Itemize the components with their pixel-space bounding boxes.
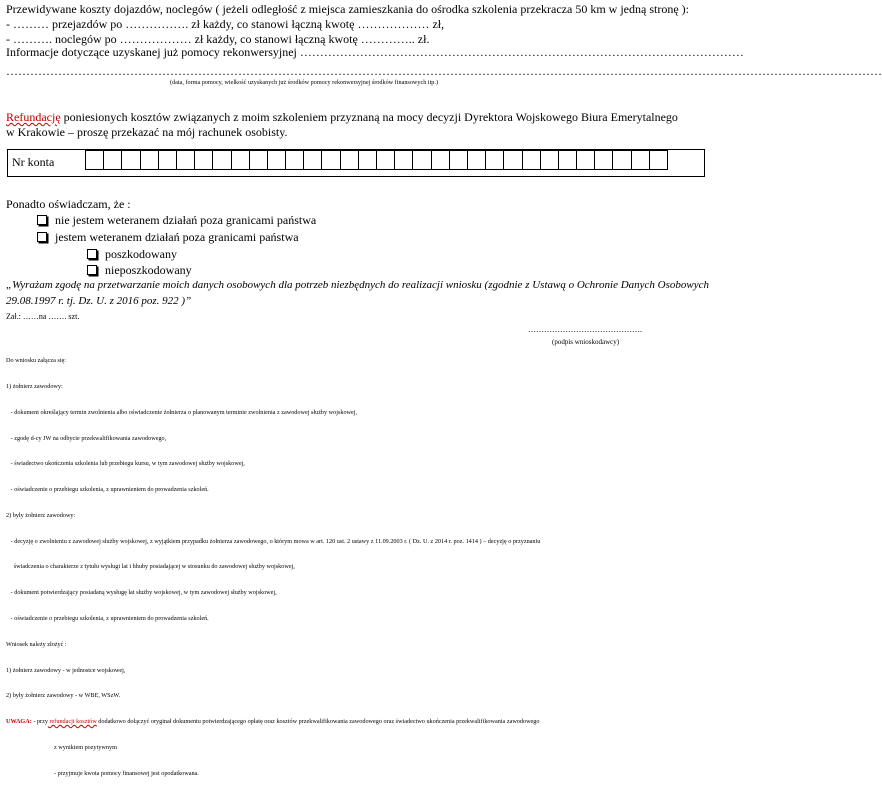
signature-dots[interactable]: ……………………………………. xyxy=(528,325,642,334)
option-not-injured[interactable] xyxy=(87,263,192,277)
attachments-line[interactable]: Zał.: ……na ……. szt. xyxy=(6,312,80,321)
account-digit-box[interactable] xyxy=(249,150,268,170)
option-injured-label: poszkodowany xyxy=(105,247,177,261)
signature-label: (podpis wnioskodawcy) xyxy=(552,338,620,346)
account-digit-box[interactable] xyxy=(449,150,468,170)
reconversion-hint: (data, forma pomocy, wielkość uzyskanych już środków pomocy rekonwersyjnej środków finansowych itp.) xyxy=(170,79,439,86)
account-digit-box[interactable] xyxy=(303,150,322,170)
account-digit-box[interactable] xyxy=(612,150,631,170)
footer-line: Wniosek należy złożyć : xyxy=(6,640,67,648)
account-digit-box[interactable] xyxy=(394,150,413,170)
uwaga-line xyxy=(6,718,540,727)
checkbox-icon[interactable] xyxy=(87,249,97,259)
account-digit-box[interactable] xyxy=(267,150,286,170)
account-digit-box[interactable] xyxy=(121,150,140,170)
account-digit-box[interactable] xyxy=(485,150,504,170)
footer-line: świadczenia o charakterze z tytułu wysługi lat i hhuby posiadającej w stosunku do zawodowej służby wojskowej, xyxy=(6,563,295,571)
checkbox-icon[interactable] xyxy=(37,232,47,242)
uwaga-refund-text: refundacji kosztów xyxy=(47,718,97,726)
account-digit-box[interactable] xyxy=(503,150,522,170)
travel-costs-line[interactable]: - ……… przejazdów po ……………. zł każdy, co stanowi łączną kwotę ……………… zł, xyxy=(6,17,445,31)
account-digit-box[interactable] xyxy=(540,150,559,170)
account-digit-box[interactable] xyxy=(103,150,122,170)
declaration-intro: Ponadto oświadczam, że : xyxy=(6,197,131,211)
costs-intro: Przewidywane koszty dojazdów, noclegów ( jeżeli odległość z miejsca zamieszkania do ośrodka szkolenia przekracza 50 km w jedną stronę ): xyxy=(6,2,689,16)
account-digit-box[interactable] xyxy=(631,150,650,170)
reconversion-dots-line[interactable]: ………………………………………………………………………………………………………………………………………………………………………………………………… xyxy=(6,64,882,78)
account-digit-box[interactable] xyxy=(340,150,359,170)
option-veteran-label: jestem weteranem działań poza granicami państwa xyxy=(55,230,299,244)
uwaga-line-2: z wynikiem pozytywnym xyxy=(54,743,117,751)
footer-line: 1) żołnierz zawodowy: xyxy=(6,382,63,390)
account-digit-box[interactable] xyxy=(231,150,250,170)
uwaga-dash: - przy xyxy=(31,718,48,726)
uwaga-line-3: - przyjmuje kwota pomocy finansowej jest opodatkowana. xyxy=(54,769,199,777)
option-injured[interactable] xyxy=(87,247,177,261)
refund-line-1 xyxy=(6,110,678,124)
refund-line-2: w Krakowie – proszę przekazać na mój rachunek osobisty. xyxy=(6,125,288,139)
footer-line: 2) były żołnierz zawodowy - w WBE, WSzW. xyxy=(6,692,121,700)
gdpr-consent-line-1: „Wyrażam zgodę na przetwarzanie moich danych osobowych dla potrzeb niezbędnych do realizacji wniosku (zgodnie z Ustawą o Ochronie Danych Osobowych xyxy=(6,279,710,291)
footer-line: 2) były żołnierz zawodowy: xyxy=(6,511,76,519)
account-digit-box[interactable] xyxy=(431,150,450,170)
account-digit-box[interactable] xyxy=(576,150,595,170)
footer-line: - oświadczenie o przebiegu szkolenia, z uprawnieniem do prowadzenia szkoleń. xyxy=(6,486,209,494)
footer-line: - dokument określający termin zwolnienia albo oświadczenie żołnierza o planowanym terminie zwolnienia z zawodowej służby wojskowej, xyxy=(6,408,358,416)
account-digit-box[interactable] xyxy=(176,150,195,170)
account-digit-box[interactable] xyxy=(376,150,395,170)
reconversion-info-line[interactable]: Informacje dotyczące uzyskanej już pomocy rekonwersyjnej ………………………………………………………………………………………………… xyxy=(6,45,744,59)
footer-list xyxy=(6,340,540,787)
account-number-boxes[interactable] xyxy=(85,150,667,170)
account-digit-box[interactable] xyxy=(212,150,231,170)
account-digit-box[interactable] xyxy=(358,150,377,170)
account-digit-box[interactable] xyxy=(412,150,431,170)
gdpr-consent-line-2: 29.08.1997 r. tj. Dz. U. z 2016 poz. 922 )” xyxy=(6,295,192,307)
refund-text: poniesionych kosztów związanych z moim szkoleniem przyznaną na mocy decyzji Dyrektora Wojskowego Biura Emerytalnego xyxy=(60,110,678,124)
checkbox-icon[interactable] xyxy=(87,265,97,275)
account-digit-box[interactable] xyxy=(85,150,104,170)
option-not-veteran-label: nie jestem weteranem działań poza granicami państwa xyxy=(55,213,317,227)
option-not-injured-label: nieposzkodowany xyxy=(105,263,192,277)
footer-line: 1) żołnierz zawodowy - w jednostce wojskowej, xyxy=(6,666,126,674)
account-digit-box[interactable] xyxy=(558,150,577,170)
account-digit-box[interactable] xyxy=(594,150,613,170)
refund-word: Refundację xyxy=(6,110,61,124)
account-digit-box[interactable] xyxy=(467,150,486,170)
footer-line: - dokument potwierdzający posiadaną wysługę lat służby wojskowej, w tym zawodowej służby wojskowej, xyxy=(6,589,277,597)
footer-line: Do wniosku załącza się: xyxy=(6,357,66,365)
account-digit-box[interactable] xyxy=(649,150,668,170)
option-not-veteran[interactable] xyxy=(37,213,316,227)
footer-line: - świadectwo ukończenia szkolenia lub przebiegu kursu, w tym zawodowej służby wojskowej, xyxy=(6,460,245,468)
account-digit-box[interactable] xyxy=(321,150,340,170)
account-digit-box[interactable] xyxy=(522,150,541,170)
account-digit-box[interactable] xyxy=(140,150,159,170)
lodging-costs-line[interactable]: - ………. noclegów po ……………… zł każdy, co stanowi łączną kwotę ………….. zł. xyxy=(6,32,430,46)
checkbox-icon[interactable] xyxy=(37,215,47,225)
footer-line: - oświadczenie o przebiegu szkolenia, z uprawnieniem do prowadzenia szkoleń. xyxy=(6,615,209,622)
account-digit-box[interactable] xyxy=(194,150,213,170)
account-digit-box[interactable] xyxy=(285,150,304,170)
footer-line: - zgodę d-cy JW na odbycie przekwalifikowania zawodowego, xyxy=(6,434,167,442)
uwaga-label: UWAGA: xyxy=(6,718,32,726)
footer-line: - decyzję o zwolnieniu z zawodowej służby wojskowej, z wyjątkiem przypadku żołnierza zawodowego, o którym mowa w art. 120 ust. 2 ustawy z 11.09.2003 r. ( Dz. U. z 2014 r. poz. 1414 ) – decyzję o przyznaniu xyxy=(6,537,541,545)
account-number-label: Nr konta xyxy=(12,155,55,169)
account-digit-box[interactable] xyxy=(158,150,177,170)
option-veteran[interactable] xyxy=(37,230,299,244)
uwaga-text: dodatkowo dołączyć oryginał dokumentu potwierdzającego opłatę oraz kosztów przekwalifikowania zawodowego oraz świadectwo ukończenia przekwalifikowania zawodowego xyxy=(96,718,540,726)
